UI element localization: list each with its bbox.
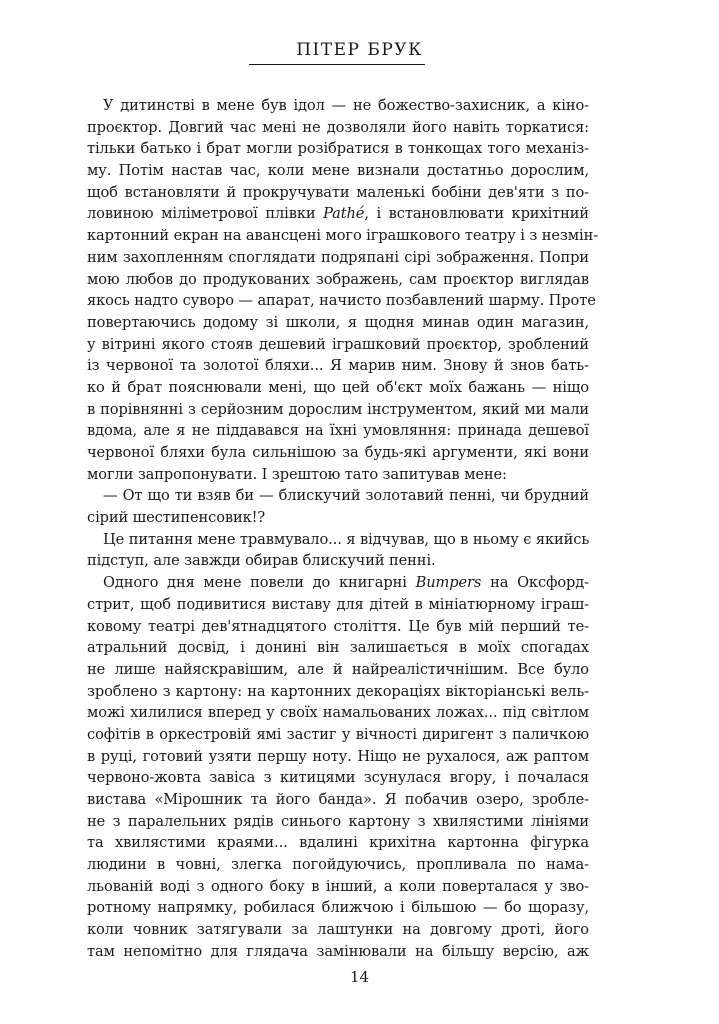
text-line: ротному напрямку, робилася ближчою і більшою — бо щоразу, [87, 899, 589, 917]
author-name: ПІТЕР БРУК [296, 40, 423, 60]
body-text [87, 95, 599, 963]
text-line: сірий шестипенсовик!? [87, 509, 266, 527]
text-line: картонний екран на авансцені мого іграшкового театру і з незмін- [87, 227, 599, 245]
text-line: підступ, але завжди обирав блискучий пенні. [87, 552, 436, 570]
page-number: 14 [349, 968, 370, 986]
text-line: людини в човні, злегка погойдуючись, пропливала по нама- [87, 856, 589, 874]
text-line: ко й брат пояснювали мені, що цей об'єкт моїх бажань — ніщо [87, 378, 589, 396]
text-line: у вітрині якого стояв дешевий іграшковий проєктор, зроблений [87, 335, 589, 353]
text-line: му. Потім настав час, коли мене визнали достатньо дорослим, [87, 162, 589, 180]
text-line: стрит, щоб подивитися виставу для дітей в мініатюрному іграш- [87, 595, 589, 613]
text-line: червоно-жовта завіса з китицями зсунулася вгору, і почалася [87, 769, 589, 787]
running-header [0, 40, 719, 60]
text-line: червоної бляхи була сильнішою за будь-які аргументи, які вони [87, 444, 589, 461]
text-line: ним захопленням споглядати подряпані сірі зображення. Попри [87, 248, 589, 266]
text-line: та хвилястими краями... вдалині крихітна картонна фігурка [87, 834, 589, 852]
text-line: щоб встановляти й прокручувати маленькі бобіни дев'яти з по- [87, 183, 589, 201]
text-line: вистава «Мірошник та його банда». Я побачив озеро, зробле- [87, 791, 589, 808]
text-line: ловиною міліметрової плівки Pathé, і встановлювати крихітний [87, 205, 589, 223]
text-line: зроблено з картону: на картонних декораціях вікторіанські вель- [87, 682, 589, 700]
text-line: можі хилилися вперед у своїх намальованих ложах... під світлом [87, 704, 589, 722]
text-line: в руці, готовий узяти першу ноту. Ніщо не рухалося, аж раптом [87, 747, 589, 765]
text-line: льованій воді з одного боку в інший, а коли поверталася у зво- [87, 877, 589, 895]
text-line: вдома, але я не піддавався на їхні умовляння: принада дешевої [87, 422, 589, 440]
header-divider [249, 64, 425, 65]
text-line: повертаючись додому зі школи, я щодня минав один магазин, [87, 313, 589, 331]
text-line: не лише найяскравішим, але й найреалістичнішим. Все було [87, 660, 589, 678]
text-line: тільки батько і брат могли розібратися в тонкощах того механіз- [87, 140, 589, 158]
text-line: атральний досвід, і донині він залишається в моїх спогадах [87, 639, 589, 657]
text-line: в порівнянні з серйозним дорослим інструментом, який ми мали [87, 400, 589, 418]
text-line: не з паралельних рядів синього картону з хвилястими лініями [87, 812, 589, 830]
text-line: — От що ти взяв би — блискучий золотавий пенні, чи брудний [103, 487, 589, 505]
text-line: софітів в оркестровій ямі застиг у вічності диригент з паличкою [87, 725, 589, 743]
text-line: могли запропонувати. І зрештою тато запитував мене: [87, 465, 507, 483]
text-line: мою любов до продукованих зображень, сам проєктор виглядав [87, 270, 589, 288]
text-line: проєктор. Довгий час мені не дозволяли його навіть торкатися: [87, 118, 589, 136]
text-line: там непомітно для глядача замінювали на більшу версію, аж [87, 942, 589, 960]
text-line: із червоної та золотої бляхи... Я марив ним. Знову й знов бать- [87, 357, 589, 375]
text-line: Це питання мене травмувало... я відчував, що в ньому є якийсь [103, 530, 590, 548]
text-line: Одного дня мене повели до книгарні Bumpers на Оксфорд- [103, 574, 589, 592]
text-line: ковому театрі дев'ятнадцятого століття. Це був мій перший те- [87, 617, 589, 635]
text-line: якось надто суворо — апарат, начисто позбавлений шарму. Проте [87, 292, 596, 310]
text-line: У дитинстві в мене був ідол — не божество-захисник, а кіно- [103, 97, 589, 114]
text-line: коли човник затягували за лаштунки на довгому дроті, його [87, 921, 589, 939]
